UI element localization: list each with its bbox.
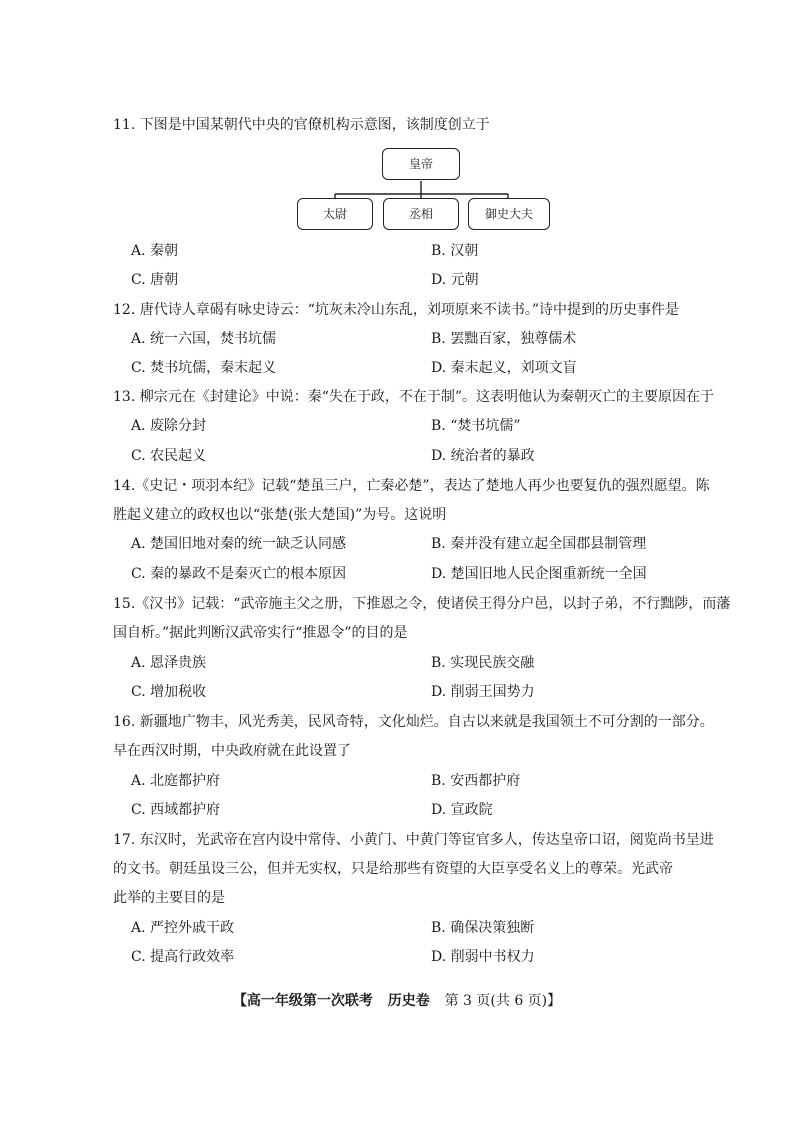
question-15-stem-line-2: 国自析。”据此判断汉武帝实行“推恩令”的目的是	[113, 625, 408, 641]
diagram-node-yushidafu: 御史大夫	[468, 198, 550, 230]
question-12-option-a: A. 统一六国，焚书坑儒	[131, 331, 277, 347]
question-17-option-c: C. 提高行政效率	[131, 949, 235, 965]
question-12-stem: 12. 唐代诗人章碣有咏史诗云：“坑灰未冷山东乱，刘项原来不读书。”诗中提到的历史事件是	[113, 302, 680, 318]
question-12-option-b: B. 罢黜百家，独尊儒术	[431, 331, 577, 347]
question-15-option-c: C. 增加税收	[131, 684, 207, 700]
question-11-option-d: D. 元朝	[431, 272, 479, 288]
question-17-option-b: B. 确保决策独断	[431, 920, 535, 936]
question-14-option-c: C. 秦的暴政不是秦灭亡的根本原因	[131, 566, 347, 582]
question-14-option-a: A. 楚国旧地对秦的统一缺乏认同感	[131, 536, 347, 552]
question-17-stem-line-1: 17. 东汉时，光武帝在宫内设中常侍、小黄门、中黄门等宦官多人，传达皇帝口诏，阅览尚书呈进	[113, 832, 714, 848]
question-17-stem-line-3: 此举的主要目的是	[113, 890, 225, 906]
question-12-option-c: C. 焚书坑儒，秦末起义	[131, 360, 277, 376]
question-13-option-c: C. 农民起义	[131, 448, 207, 464]
question-16-option-c: C. 西域都护府	[131, 802, 221, 818]
footer-subject: 历史卷	[387, 993, 430, 1009]
footer-exam-name: 【高一年级第一次联考	[232, 993, 373, 1009]
question-14-option-b: B. 秦并没有建立起全国郡县制管理	[431, 536, 647, 552]
question-16-option-a: A. 北庭都护府	[131, 773, 221, 789]
question-16-option-d: D. 宣政院	[431, 802, 493, 818]
question-14-stem-line-2: 胜起义建立的政权也以“张楚(张大楚国)”为号。这说明	[113, 507, 447, 523]
question-16-stem-line-1: 16. 新疆地广物丰，风光秀美，民风奇特，文化灿烂。自古以来就是我国领土不可分割的一部分。	[113, 714, 714, 730]
question-13-option-a: A. 废除分封	[131, 418, 207, 434]
question-17-option-d: D. 削弱中书权力	[431, 949, 535, 965]
question-11-option-c: C. 唐朝	[131, 272, 179, 288]
question-15-option-b: B. 实现民族交融	[431, 655, 535, 671]
question-16-option-b: B. 安西都护府	[431, 773, 521, 789]
footer-page-number: 第 3 页(共 6 页)】	[444, 993, 562, 1009]
question-13-stem: 13. 柳宗元在《封建论》中说：秦“失在于政，不在于制”。这表明他认为秦朝灭亡的主要原因在于	[113, 389, 715, 405]
question-11-stem: 11. 下图是中国某朝代中央的官僚机构示意图，该制度创立于	[113, 117, 490, 133]
question-13-option-b: B. “焚书坑儒”	[431, 418, 521, 434]
question-14-option-d: D. 楚国旧地人民企图重新统一全国	[431, 566, 647, 582]
question-13-option-d: D. 统治者的暴政	[431, 448, 535, 464]
question-11-option-a: A. 秦朝	[131, 243, 179, 259]
question-14-stem-line-1: 14.《史记・项羽本纪》记载“楚虽三户，亡秦必楚”，表达了楚地人再少也要复仇的强烈愿望。陈	[113, 478, 710, 494]
diagram-node-chengxiang: 丞相	[383, 198, 459, 230]
question-16-stem-line-2: 早在西汉时期，中央政府就在此设置了	[113, 743, 351, 759]
question-12-option-d: D. 秦末起义，刘项文盲	[431, 360, 577, 376]
page-footer	[0, 991, 794, 1011]
question-11-option-b: B. 汉朝	[431, 243, 479, 259]
question-15-option-a: A. 恩泽贵族	[131, 655, 207, 671]
diagram-node-taiwei: 太尉	[297, 198, 373, 230]
question-17-option-a: A. 严控外戚干政	[131, 920, 235, 936]
question-15-option-d: D. 削弱王国势力	[431, 684, 535, 700]
question-17-stem-line-2: 的文书。朝廷虽设三公，但并无实权，只是给那些有资望的大臣享受名义上的尊荣。光武帝	[113, 861, 673, 877]
question-15-stem-line-1: 15.《汉书》记载：“武帝施主父之册，下推恩之令，使诸侯王得分户邑，以封子弟，不行黜陟，而藩	[113, 596, 731, 612]
diagram-node-emperor: 皇帝	[382, 148, 460, 180]
